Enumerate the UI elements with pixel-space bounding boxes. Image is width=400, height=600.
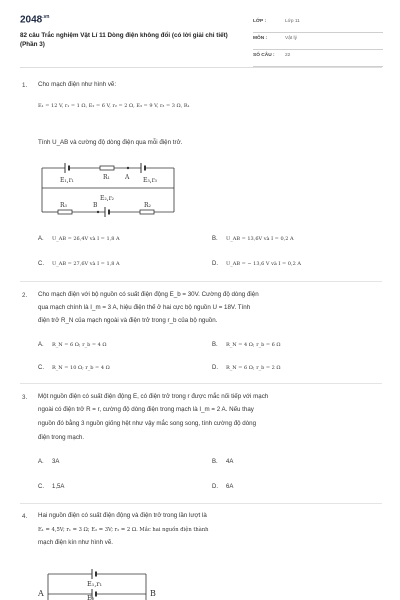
option-d[interactable] — [212, 365, 281, 371]
question-divider — [20, 503, 382, 504]
option-letter: A. — [38, 342, 44, 348]
document-header — [0, 0, 400, 64]
meta-subject-row — [253, 33, 383, 50]
logo-text: 2048 — [20, 14, 43, 26]
question-number: 1. — [22, 82, 28, 89]
circuit-diagram-1 — [38, 160, 178, 220]
option-text: R_N = 10 Ω; r_b = 4 Ω — [52, 365, 110, 371]
question-divider — [20, 281, 382, 282]
question-formula: E₁ = 12 V, r₁ = 1 Ω, E₂ = 6 V, r₂ = 2 Ω, E₃ = 9 V, r₃ = 3 Ω, R₁ — [38, 103, 190, 109]
option-b[interactable] — [212, 459, 233, 465]
question-text-line: điện trở R_N của mạch ngoài và điện trở trong r_b của bộ nguồn. — [38, 317, 218, 324]
question-text-line: qua mạch chính là I_m = 3 A, hiệu điện thế ở hai cực bộ nguồn U = 18V. Tính — [38, 304, 251, 311]
meta-count-value: 22 — [285, 53, 291, 58]
option-text: R_N = 6 Ω; r_b = 2 Ω — [226, 365, 281, 371]
label-r3: R₃ — [60, 202, 67, 209]
question-number: 2. — [22, 292, 28, 299]
option-letter: C. — [38, 365, 44, 371]
meta-class-value: Lớp 11 — [285, 19, 300, 24]
option-text: 3A — [52, 459, 60, 465]
question-prompt: Tính U_AB và cường độ dòng điện qua mỗi điện trở. — [38, 139, 183, 146]
document-meta — [253, 16, 383, 67]
option-b[interactable] — [212, 342, 281, 348]
question-formula: E₁ = 4,5V; r₁ = 3 Ω; E₂ = 3V; r₂ = 2 Ω. Mắc hai nguồn điện thành — [38, 527, 209, 533]
question-text-line: Một nguồn điện có suất điện động E, có điện trở trong r được mắc nối tiếp với mạch — [38, 393, 269, 400]
option-letter: B. — [212, 459, 218, 465]
option-text: 1,5A — [52, 484, 65, 490]
label-e1r1: E₁,r₁ — [87, 580, 103, 588]
option-a[interactable] — [38, 236, 120, 242]
option-a[interactable] — [38, 459, 59, 465]
meta-class-row — [253, 16, 383, 33]
label-r1: R₁ — [103, 174, 110, 181]
option-d[interactable] — [212, 484, 233, 490]
document-title: 82 câu Trắc nghiệm Vật Lí 11 Dòng điện không đổi (có lời giải chi tiết) (Phần 3) — [20, 32, 228, 48]
option-text: 6A — [226, 484, 234, 490]
label-e3r3: E₃,r₃ — [143, 177, 157, 184]
question-text-line: Hai nguồn điện có suất điện động và điện trở trong lần lượt là — [38, 512, 207, 519]
option-text: 4A — [226, 459, 234, 465]
question-text-line: ngoài có điện trở R = r, cường độ dòng điện trong mạch là I_m = 2 A. Nếu thay — [38, 406, 254, 413]
node-a-dot — [127, 167, 129, 169]
label-r2: R₂ — [144, 202, 151, 209]
option-text: U_AB = 13,6V và I = 0,2 A — [226, 236, 294, 242]
question-text-line: điện trong mạch. — [38, 434, 85, 441]
meta-count-row — [253, 50, 383, 67]
option-letter: C. — [38, 261, 44, 267]
question-divider — [20, 383, 382, 384]
question-text-line: mạch điện kín như hình vẽ. — [38, 539, 113, 546]
logo-suffix: .vn — [42, 14, 50, 20]
option-c[interactable] — [38, 484, 64, 490]
meta-class-label: LỚP : — [253, 19, 267, 24]
label-b: B — [150, 589, 156, 598]
option-text: U_AB = 27,6V và I = 1,8 A — [52, 261, 120, 267]
label-b: B — [93, 202, 98, 209]
circuit-diagram-4 — [36, 568, 166, 600]
option-letter: B. — [212, 342, 218, 348]
node-b-dot — [97, 211, 99, 213]
option-letter: D. — [212, 484, 218, 490]
question-text-line: nguồn đó bằng 3 nguồn giống hệt như vậy mắc song song, tính cường độ dòng — [38, 420, 257, 427]
meta-subject-label: MÔN : — [253, 36, 268, 41]
option-a[interactable] — [38, 342, 107, 348]
option-c[interactable] — [38, 261, 120, 267]
option-c[interactable] — [38, 365, 110, 371]
meta-subject-value: Vật lý — [285, 36, 297, 41]
option-letter: C. — [38, 484, 44, 490]
option-text: U_AB = 26,4V và I = 1,8 A — [52, 236, 120, 242]
option-letter: D. — [212, 365, 218, 371]
option-letter: B. — [212, 236, 218, 242]
label-a: A — [125, 174, 130, 181]
option-d[interactable] — [212, 261, 301, 267]
label-e2: E₂ — [87, 594, 95, 600]
question-text: Cho mạch điện như hình vẽ: — [38, 81, 117, 88]
option-letter: A. — [38, 236, 44, 242]
header-divider — [20, 67, 382, 68]
question-number: 3. — [22, 394, 28, 401]
label-e2r2: E₂,r₂ — [100, 195, 114, 202]
site-logo[interactable] — [20, 14, 49, 25]
option-b[interactable] — [212, 236, 294, 242]
meta-count-label: SỐ CÂU : — [253, 53, 275, 58]
option-text: R_N = 4 Ω; r_b = 6 Ω — [226, 342, 281, 348]
label-e1r1: E₁,r₁ — [60, 177, 74, 184]
question-text-line: Cho mạch điện với bộ nguồn có suất điện động E_b = 30V. Cường độ dòng điện — [38, 291, 259, 298]
option-letter: D. — [212, 261, 218, 267]
label-a: A — [38, 589, 44, 598]
option-text: R_N = 6 Ω; r_b = 4 Ω — [52, 342, 107, 348]
question-number: 4. — [22, 513, 28, 520]
option-text: U_AB = − 13,6 V và I = 0,2 A — [226, 261, 301, 267]
option-letter: A. — [38, 459, 44, 465]
